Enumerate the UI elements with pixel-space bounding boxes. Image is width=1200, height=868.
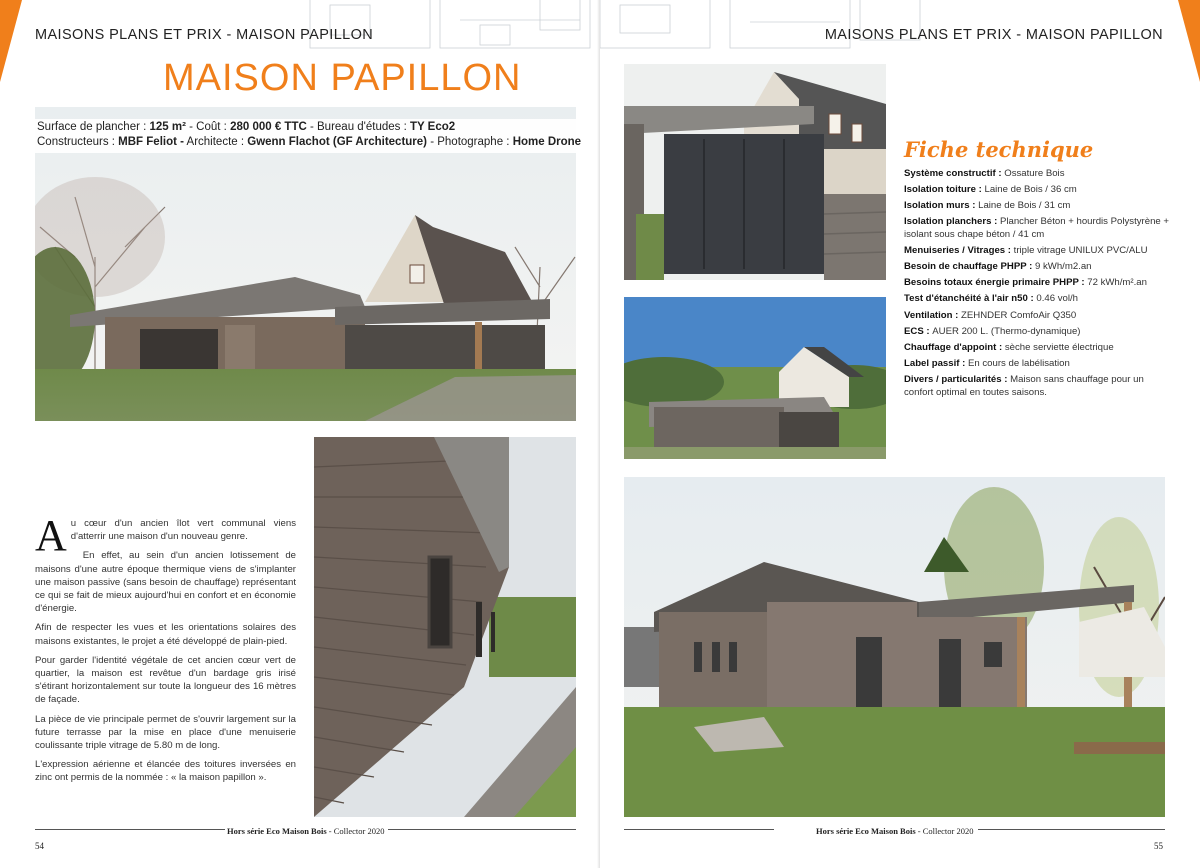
running-title-right: MAISONS PLANS ET PRIX - MAISON PAPILLON [824,27,1163,43]
page-right [600,0,1200,868]
corner-accent-left [0,0,22,82]
spec-label: Isolation toiture : [904,184,985,196]
spec-label: Label passif : [904,357,968,369]
spec-label: Ventilation : [904,309,962,321]
paragraph-5: L'expression aérienne et élancée des toitures inversées en zinc ont permis de la nommée : « la maison papillon ». [35,759,296,784]
paragraph-1: En effet, au sein d'un ancien lotissement de maisons d'une autre époque thermique viens de s'implanter une maison passive (sans besoin de chauffage) représentant ce qui se fait de mieux aujourd'hui en confort et en économie d'énergie. [35,550,296,615]
spec-systeme-constructif [904,168,1174,181]
surface-label: Surface de plancher : [37,121,150,133]
spec-value: Plancher Béton + hourdis Polystyrène + isolant sous chape béton / 41 cm [904,216,1170,241]
footer-publication-name-right: Hors série Eco Maison Bois [816,826,916,836]
technical-sheet-title: Fiche technique [904,137,1094,162]
footer-rule-left-a [35,829,225,830]
spec-label: Besoin de chauffage PHPP : [904,261,1035,273]
spec-menuiseries [904,245,1174,258]
page-number-left: 54 [35,841,44,851]
spec-value: En cours de labélisation [967,357,1070,369]
spec-besoin-chauffage [904,261,1174,274]
garden-view-photo [624,477,1165,817]
hero-house-photo [35,107,576,421]
spec-value: Laine de Bois / 36 cm [984,184,1077,196]
spec-label: ECS : [904,325,933,337]
intro-text: u cœur d'un ancien îlot vert communal viens d'atterrir une maison d'un nouveau genre. [70,518,296,543]
architecte-value: Gwenn Flachot (GF Architecture) [247,136,428,148]
spec-divers [904,374,1174,400]
spec-label: Isolation planchers : [904,216,1000,228]
spec-label: Divers / particularités : [904,373,1011,385]
cost-value: 280 000 € TTC [230,121,307,133]
footer-rule-right-b [978,829,1165,830]
spec-isolation-planchers [904,216,1174,242]
photographe-label: - Photographe : [427,136,513,148]
paragraph-4: La pièce de vie principale permet de s'ouvrir largement sur la future terrasse par la mise en place d'une menuiserie coulissante triple vitrage de 5.80 m de long. [35,713,296,752]
architecte-label: Architecte : [183,136,248,148]
spec-value: AUER 200 L. (Thermo-dynamique) [932,325,1081,337]
spec-label: Isolation murs : [904,200,979,212]
bureau-label: - Bureau d'études : [306,121,410,133]
footer-edition-right: - Collector 2020 [915,826,974,836]
footer-publication-name-left: Hors série Eco Maison Bois [227,826,327,836]
bureau-value: TY Eco2 [409,121,456,133]
spec-value: ZEHNDER ComfoAir Q350 [961,309,1077,321]
running-title-left: MAISONS PLANS ET PRIX - MAISON PAPILLON [35,27,374,43]
constructeurs-value: MBF Feliot - [118,136,184,148]
corner-accent-right [1178,0,1200,82]
spec-isolation-murs [904,200,1174,213]
photographe-value: Home Drone [512,136,582,148]
surface-value: 125 m² [149,121,186,133]
footer-publication-left [227,826,384,836]
project-caption [35,119,587,153]
dropcap-letter: A [35,511,67,560]
spec-label: Système constructif : [904,168,1005,179]
cost-label: - Coût : [185,121,231,133]
spec-value: 0.46 vol/h [1036,293,1078,305]
spec-label: Besoins totaux énergie primaire PHPP : [904,277,1088,289]
spec-chauffage-appoint [904,342,1174,355]
footer-edition-left: - Collector 2020 [326,826,385,836]
blueprint-decoration-right [600,0,930,52]
spec-value: sèche serviette électrique [1004,341,1114,353]
spec-value: Ossature Bois [1004,168,1065,179]
spec-value: 72 kWh/m².an [1087,277,1147,289]
paragraph-3: Pour garder l'identité végétale de cet ancien cœur vert de quartier, la maison est revêtue d'un bardage gris irisé s'étirant horizontalement sur toute la longueur des 16 mètres de façade. [35,654,296,706]
container-annex-photo [624,64,886,280]
spec-value: Laine de Bois / 31 cm [978,200,1071,212]
article-body [35,511,296,791]
footer-rule-right-a [624,829,774,830]
spec-label: Test d'étanchéité à l'air n50 : [904,293,1037,305]
blueprint-decoration-left [300,0,600,52]
spec-etancheite [904,293,1174,306]
technical-sheet [904,137,1174,403]
spec-value: Maison sans chauffage pour un confort optimal en toutes saisons. [904,373,1144,398]
paragraph-2: Afin de respecter les vues et les orientations solaires des maisons existantes, le projet a été développé de plain-pied. [35,622,296,647]
spec-value: triple vitrage UNILUX PVC/ALU [1013,245,1148,257]
spec-ecs [904,326,1174,339]
footer-rule-left-b [388,829,576,830]
aerial-view-photo [624,297,886,459]
spec-isolation-toiture [904,184,1174,197]
article-title: MAISON PAPILLON [163,57,522,99]
page-number-right: 55 [1154,841,1163,851]
spec-ventilation [904,310,1174,323]
footer-publication-right [816,826,973,836]
constructeurs-label: Constructeurs : [37,136,119,148]
spec-label: Menuiseries / Vitrages : [904,245,1014,257]
spec-label-passif [904,358,1174,371]
facade-cladding-photo [314,437,576,817]
spec-energie-primaire [904,277,1174,290]
spec-value: 9 kWh/m2.an [1034,261,1092,273]
spec-label: Chauffage d'appoint : [904,341,1005,353]
